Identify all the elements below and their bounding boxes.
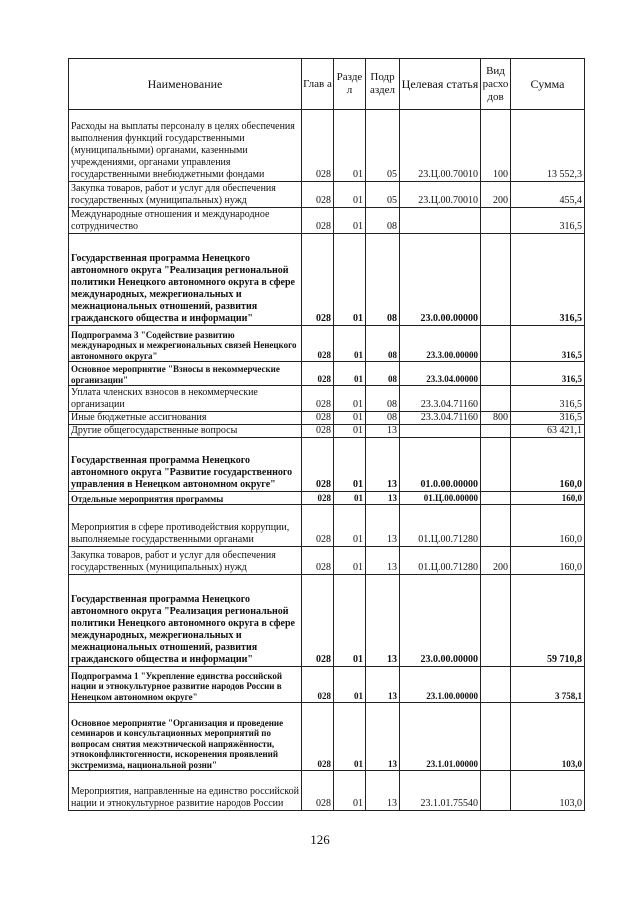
row-chapter: 028	[302, 438, 334, 492]
row-sum: 316,5	[511, 386, 585, 412]
header-sum: Сумма	[511, 59, 585, 110]
row-chapter: 028	[302, 771, 334, 811]
row-chapter: 028	[302, 182, 334, 208]
row-sum: 316,5	[511, 412, 585, 425]
row-target: 23.Ц.00.70010	[400, 110, 481, 182]
row-target: 23.1.01.00000	[400, 703, 481, 771]
row-subsection: 13	[366, 703, 400, 771]
row-name: Закупка товаров, работ и услуг для обеспечения государственных (муниципальных) нужд	[69, 182, 302, 208]
table-row	[69, 412, 585, 425]
row-subsection: 13	[366, 492, 400, 505]
row-chapter: 028	[302, 667, 334, 703]
table-row	[69, 208, 585, 234]
row-sum: 103,0	[511, 771, 585, 811]
row-chapter: 028	[302, 362, 334, 386]
row-subsection: 13	[366, 438, 400, 492]
row-subsection: 08	[366, 412, 400, 425]
row-target: 23.1.00.00000	[400, 667, 481, 703]
header-type: Вид расхо дов	[481, 59, 511, 110]
row-subsection: 05	[366, 182, 400, 208]
table-row	[69, 182, 585, 208]
row-name: Государственная программа Ненецкого автономного округа "Реализация региональной политики Ненецкого автономного округа в сфере международных, межрегиональных и межнациональных отношений, развития гражданского общества и информации"	[69, 234, 302, 326]
row-chapter: 028	[302, 575, 334, 667]
row-subsection: 08	[366, 362, 400, 386]
row-name: Мероприятия в сфере противодействия коррупции, выполняемые государственными органами	[69, 505, 302, 547]
row-chapter: 028	[302, 703, 334, 771]
row-type	[481, 425, 511, 438]
row-target: 23.0.00.00000	[400, 234, 481, 326]
row-type	[481, 208, 511, 234]
row-name: Уплата членских взносов в некоммерческие организации	[69, 386, 302, 412]
row-chapter: 028	[302, 386, 334, 412]
row-chapter: 028	[302, 492, 334, 505]
row-section: 01	[334, 438, 366, 492]
row-section: 01	[334, 326, 366, 362]
row-subsection: 13	[366, 667, 400, 703]
row-target: 23.3.04.00000	[400, 362, 481, 386]
row-name: Государственная программа Ненецкого автономного округа "Развитие государственного управления в Ненецком автономном округе"	[69, 438, 302, 492]
row-type	[481, 438, 511, 492]
budget-table	[68, 58, 585, 811]
row-sum: 316,5	[511, 326, 585, 362]
row-section: 01	[334, 362, 366, 386]
row-type	[481, 505, 511, 547]
row-section: 01	[334, 110, 366, 182]
row-section: 01	[334, 547, 366, 575]
header-chapter: Глав а	[302, 59, 334, 110]
row-type: 200	[481, 547, 511, 575]
row-target: 23.3.00.00000	[400, 326, 481, 362]
row-sum: 160,0	[511, 438, 585, 492]
row-name: Основное мероприятие "Взносы в некоммерческие организации"	[69, 362, 302, 386]
table-row	[69, 425, 585, 438]
row-section: 01	[334, 412, 366, 425]
row-name: Государственная программа Ненецкого автономного округа "Реализация региональной политики Ненецкого автономного округа в сфере международных, межрегиональных и межнациональных отношений, развития гражданского общества и информации"	[69, 575, 302, 667]
row-section: 01	[334, 667, 366, 703]
row-subsection: 13	[366, 575, 400, 667]
row-name: Отдельные мероприятия программы	[69, 492, 302, 505]
row-target: 01.Ц.00.00000	[400, 492, 481, 505]
header-section: Разде л	[334, 59, 366, 110]
table-row	[69, 386, 585, 412]
row-subsection: 08	[366, 234, 400, 326]
header-name: Наименование	[69, 59, 302, 110]
table-row	[69, 234, 585, 326]
row-section: 01	[334, 575, 366, 667]
row-section: 01	[334, 703, 366, 771]
row-type	[481, 362, 511, 386]
row-name: Мероприятия, направленные на единство российской нации и этнокультурное развитие народов России	[69, 771, 302, 811]
row-subsection: 08	[366, 208, 400, 234]
row-type	[481, 771, 511, 811]
row-target	[400, 425, 481, 438]
table-row	[69, 326, 585, 362]
row-name: Другие общегосударственные вопросы	[69, 425, 302, 438]
row-sum: 316,5	[511, 208, 585, 234]
row-sum: 316,5	[511, 234, 585, 326]
row-target: 01.Ц.00.71280	[400, 547, 481, 575]
row-target: 23.3.04.71160	[400, 386, 481, 412]
table-row	[69, 703, 585, 771]
row-target	[400, 208, 481, 234]
table-row	[69, 771, 585, 811]
row-sum: 160,0	[511, 547, 585, 575]
row-subsection: 05	[366, 110, 400, 182]
row-type: 200	[481, 182, 511, 208]
row-type	[481, 234, 511, 326]
table-row	[69, 362, 585, 386]
row-sum: 13 552,3	[511, 110, 585, 182]
header-subsection: Подр аздел	[366, 59, 400, 110]
row-type	[481, 703, 511, 771]
row-chapter: 028	[302, 425, 334, 438]
row-name: Международные отношения и международное сотрудничество	[69, 208, 302, 234]
row-chapter: 028	[302, 505, 334, 547]
row-section: 01	[334, 425, 366, 438]
row-section: 01	[334, 505, 366, 547]
table-body	[69, 110, 585, 811]
table-header-row	[69, 59, 585, 110]
row-type	[481, 326, 511, 362]
page-number: 126	[310, 832, 330, 847]
row-type: 800	[481, 412, 511, 425]
table-row	[69, 575, 585, 667]
row-target: 23.3.04.71160	[400, 412, 481, 425]
row-name: Расходы на выплаты персоналу в целях обеспечения выполнения функций государственными (муниципальными) органами, казенными учреждениями, органами управления государственными внебюджетными фондами	[69, 110, 302, 182]
row-target: 23.Ц.00.70010	[400, 182, 481, 208]
row-chapter: 028	[302, 326, 334, 362]
row-name: Основное мероприятие "Организация и проведение семинаров и консультационных мероприятий по вопросам снятия межэтнической напряжённости, этноконфликтогенности, искоренения проявлений экстремизма, национальной розни"	[69, 703, 302, 771]
row-chapter: 028	[302, 412, 334, 425]
row-subsection: 13	[366, 547, 400, 575]
row-type	[481, 667, 511, 703]
row-section: 01	[334, 492, 366, 505]
row-subsection: 08	[366, 386, 400, 412]
row-sum: 63 421,1	[511, 425, 585, 438]
row-subsection: 13	[366, 425, 400, 438]
row-type	[481, 492, 511, 505]
row-section: 01	[334, 208, 366, 234]
row-chapter: 028	[302, 234, 334, 326]
row-sum: 3 758,1	[511, 667, 585, 703]
row-sum: 103,0	[511, 703, 585, 771]
row-section: 01	[334, 182, 366, 208]
table-row	[69, 667, 585, 703]
row-type: 100	[481, 110, 511, 182]
row-name: Подпрограмма 1 "Укрепление единства российской нации и этнокультурное развитие народов России в Ненецком автономном округе"	[69, 667, 302, 703]
row-chapter: 028	[302, 547, 334, 575]
row-sum: 160,0	[511, 505, 585, 547]
table-row	[69, 110, 585, 182]
row-sum: 160,0	[511, 492, 585, 505]
row-name: Подпрограмма 3 "Содействие развитию международных и межрегиональных связей Ненецкого автономного округа"	[69, 326, 302, 362]
row-sum: 455,4	[511, 182, 585, 208]
row-target: 01.Ц.00.71280	[400, 505, 481, 547]
row-chapter: 028	[302, 110, 334, 182]
header-target: Целевая статья	[400, 59, 481, 110]
row-section: 01	[334, 234, 366, 326]
row-type	[481, 386, 511, 412]
row-target: 01.0.00.00000	[400, 438, 481, 492]
table-row	[69, 505, 585, 547]
row-subsection: 08	[366, 326, 400, 362]
row-subsection: 13	[366, 771, 400, 811]
table-row	[69, 492, 585, 505]
table-row	[69, 438, 585, 492]
row-subsection: 13	[366, 505, 400, 547]
row-target: 23.1.01.75540	[400, 771, 481, 811]
row-target: 23.0.00.00000	[400, 575, 481, 667]
table-row	[69, 547, 585, 575]
row-sum: 59 710,8	[511, 575, 585, 667]
row-section: 01	[334, 386, 366, 412]
row-name: Закупка товаров, работ и услуг для обеспечения государственных (муниципальных) нужд	[69, 547, 302, 575]
row-name: Иные бюджетные ассигнования	[69, 412, 302, 425]
row-section: 01	[334, 771, 366, 811]
row-type	[481, 575, 511, 667]
row-sum: 316,5	[511, 362, 585, 386]
row-chapter: 028	[302, 208, 334, 234]
